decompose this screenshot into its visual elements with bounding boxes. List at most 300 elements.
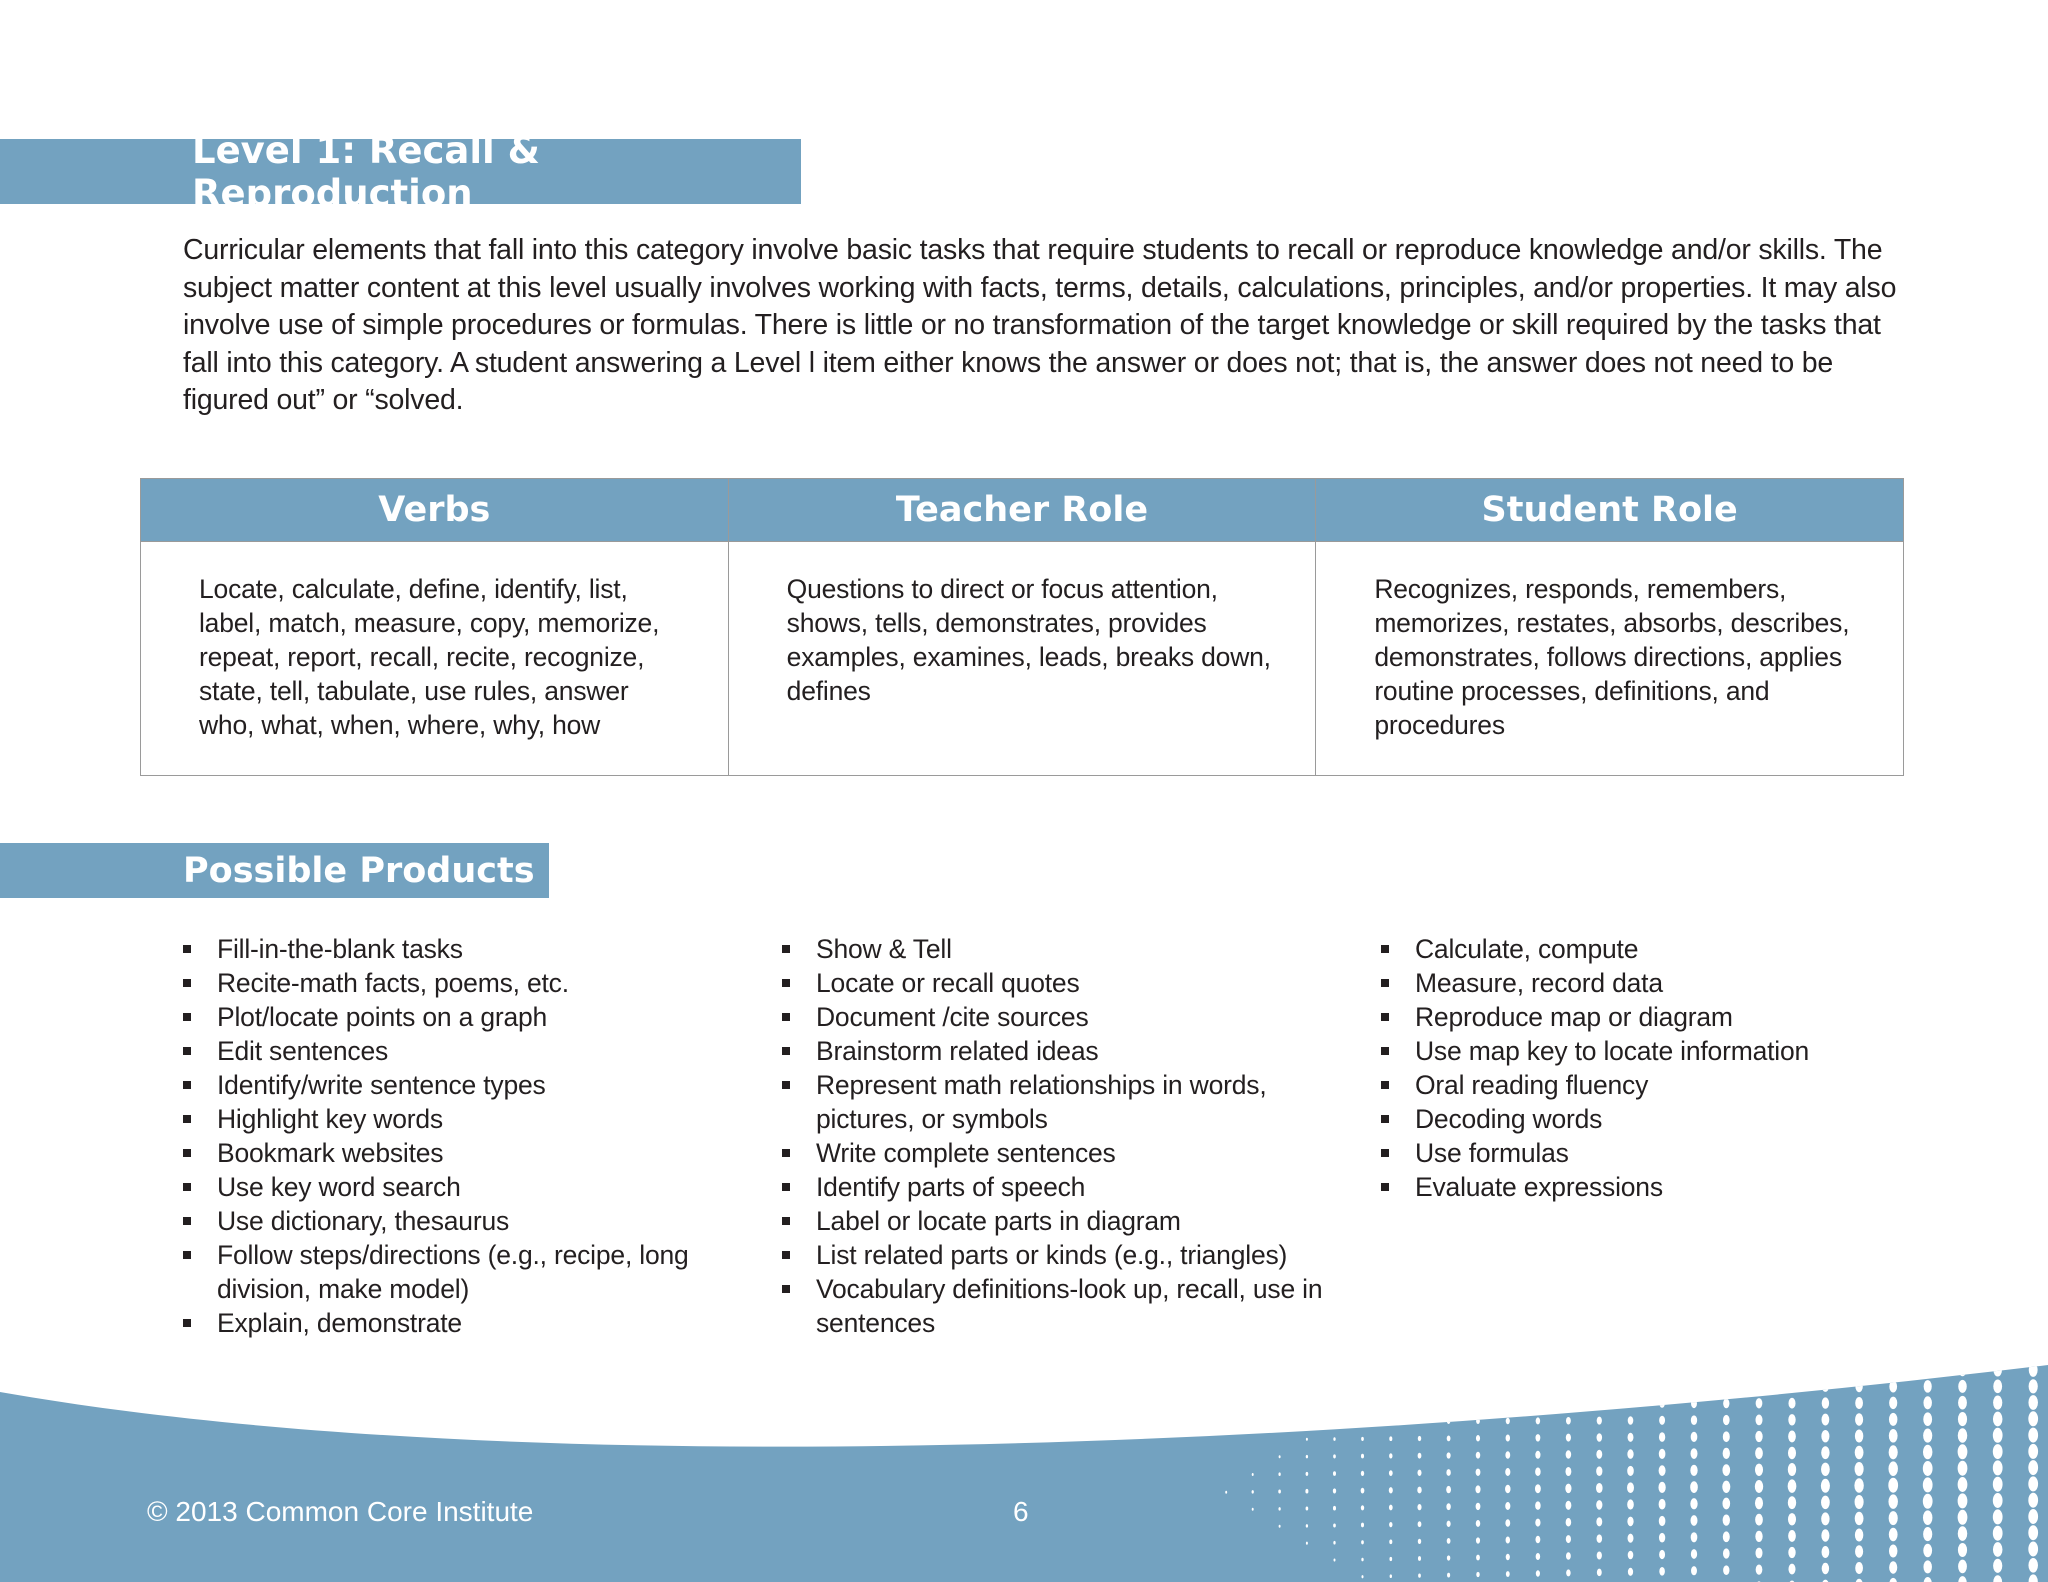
halftone-dot [1755, 1415, 1762, 1426]
halftone-dot [1889, 1364, 1896, 1375]
halftone-dot [1788, 1513, 1796, 1525]
halftone-dot [1923, 1494, 1933, 1509]
list-item: Brainstorm related ideas [782, 1034, 1342, 1068]
halftone-dot [1252, 1473, 1254, 1476]
halftone-dot [1788, 1447, 1796, 1459]
halftone-dot [1856, 1365, 1863, 1376]
halftone-dot [1628, 1416, 1634, 1425]
halftone-dot [1535, 1451, 1540, 1459]
halftone-dot [1389, 1470, 1393, 1476]
halftone-dot [1658, 1482, 1665, 1493]
halftone-dot [1628, 1383, 1633, 1391]
halftone-dot [1389, 1436, 1392, 1441]
list-item: Recite-math facts, poems, etc. [183, 966, 743, 1000]
halftone-dot [1923, 1461, 1933, 1476]
halftone-dot [1788, 1547, 1795, 1558]
halftone-dot [1627, 1482, 1634, 1493]
halftone-dot [1447, 1419, 1450, 1424]
table-row [141, 542, 1904, 776]
products-heading: Possible Products [0, 843, 549, 898]
halftone-dot [1389, 1453, 1392, 1458]
halftone-dot [2028, 1542, 2038, 1557]
halftone-dot [2028, 1428, 2038, 1443]
halftone-dot [1821, 1529, 1829, 1541]
halftone-dot [1536, 1553, 1541, 1560]
header-verbs: Verbs [141, 479, 729, 542]
halftone-dot [1958, 1412, 1967, 1426]
halftone-dot [1958, 1396, 1967, 1410]
halftone-dot [1252, 1490, 1254, 1494]
halftone-dot [1505, 1485, 1511, 1493]
halftone-dot [1660, 1366, 1665, 1374]
list-item: Use map key to locate information [1381, 1034, 1881, 1068]
halftone-dot [2028, 1558, 2038, 1573]
header-teacher-role: Teacher Role [728, 479, 1316, 542]
halftone-dot [1566, 1552, 1571, 1559]
halftone-dot [1855, 1462, 1864, 1476]
halftone-dot [1333, 1506, 1336, 1511]
halftone-dot [1390, 1403, 1392, 1407]
halftone-dot [1855, 1381, 1862, 1392]
halftone-dot [1690, 1498, 1697, 1509]
halftone-dot [1597, 1367, 1601, 1373]
halftone-dot [1723, 1531, 1730, 1542]
halftone-dot [1993, 1542, 2003, 1557]
halftone-dot [1333, 1437, 1335, 1441]
halftone-dot [1888, 1461, 1897, 1476]
list-item: Measure, record data [1381, 966, 1881, 1000]
halftone-dot [1958, 1461, 1968, 1476]
halftone-dot [1506, 1571, 1510, 1577]
halftone-dot [2028, 1395, 2038, 1410]
halftone-dot [1756, 1382, 1762, 1392]
halftone-dot [1306, 1542, 1308, 1545]
halftone-dot [1389, 1419, 1392, 1423]
halftone-dot [1923, 1527, 1932, 1541]
halftone-dot [1417, 1487, 1421, 1494]
halftone-dot [1889, 1429, 1898, 1443]
halftone-dot [1691, 1432, 1698, 1442]
halftone-dot [1690, 1481, 1698, 1493]
halftone-dot [1596, 1500, 1602, 1510]
halftone-dot [1659, 1499, 1666, 1510]
halftone-dot [1889, 1397, 1897, 1409]
halftone-dot [1389, 1487, 1393, 1493]
halftone-dot [1821, 1430, 1829, 1442]
halftone-dot [1279, 1525, 1281, 1528]
halftone-dot [1506, 1435, 1510, 1442]
halftone-dot [1788, 1479, 1797, 1492]
halftone-dot [1822, 1381, 1829, 1392]
halftone-dot [1418, 1573, 1421, 1577]
halftone-dot [1788, 1530, 1796, 1542]
halftone-dot [1659, 1416, 1665, 1425]
halftone-dot [1821, 1496, 1830, 1509]
halftone-dot [1659, 1516, 1666, 1526]
halftone-dot [1627, 1517, 1633, 1527]
list-item: Calculate, compute [1381, 932, 1881, 966]
halftone-dot [1993, 1396, 2002, 1410]
halftone-dot [1333, 1523, 1336, 1527]
halftone-dot [1628, 1551, 1634, 1560]
halftone-dot [1659, 1533, 1665, 1543]
halftone-dot [1506, 1537, 1510, 1544]
halftone-dot [1476, 1572, 1479, 1577]
halftone-dot [1788, 1496, 1796, 1509]
halftone-dot [1958, 1560, 1967, 1574]
halftone-dot [1723, 1565, 1729, 1575]
halftone-dot [1822, 1397, 1829, 1408]
halftone-dot [1755, 1497, 1763, 1509]
halftone-dot [1855, 1413, 1863, 1425]
halftone-dot [1447, 1436, 1451, 1442]
list-item: Identify parts of speech [782, 1170, 1342, 1204]
halftone-dot [1924, 1364, 1932, 1376]
halftone-dot [1788, 1398, 1795, 1409]
halftone-dot [1417, 1470, 1421, 1476]
list-item: Represent math relationships in words, pictures, or symbols [782, 1068, 1342, 1136]
halftone-dot [1306, 1524, 1308, 1528]
halftone-dot [1333, 1454, 1336, 1458]
halftone-dot [1361, 1558, 1363, 1562]
halftone-dot [1923, 1477, 1933, 1492]
halftone-dot [1755, 1464, 1763, 1476]
halftone-dot [1535, 1484, 1541, 1493]
halftone-dot [1536, 1367, 1540, 1372]
halftone-dot [1505, 1502, 1510, 1510]
halftone-dot [1597, 1400, 1602, 1408]
halftone-dot [1755, 1447, 1763, 1459]
list-item: Show & Tell [782, 932, 1342, 966]
halftone-dot [1889, 1413, 1897, 1426]
halftone-dot [1418, 1539, 1421, 1544]
halftone-dot [1924, 1380, 1932, 1393]
halftone-dot [1627, 1466, 1634, 1476]
halftone-dot [1755, 1480, 1763, 1493]
halftone-dot [1723, 1514, 1730, 1525]
intro-paragraph: Curricular elements that fall into this category involve basic tasks that require students to recall or reproduce knowledge and/or skills. The subject matter content at this level usually involves working with facts, terms, details, calculations, principles, and/or properties. It may also involve use of simple procedures or formulas. There is little or no transformation of the target knowledge or skill required by the tasks that fall into this category. A student answering a Level l item either knows the answer or does not; that is, the answer does not need to be figured out” or “solved. [183, 234, 1897, 416]
halftone-dot [1788, 1564, 1795, 1575]
halftone-dot [1566, 1518, 1572, 1527]
halftone-dot [1278, 1507, 1280, 1511]
halftone-dot [1596, 1466, 1602, 1476]
halftone-dot [1993, 1559, 2002, 1573]
halftone-dot [1334, 1558, 1336, 1561]
halftone-dot [1723, 1431, 1730, 1442]
halftone-dot [1855, 1562, 1863, 1574]
halftone-dot [1476, 1555, 1480, 1561]
halftone-dot [1566, 1417, 1571, 1424]
halftone-dot [1958, 1510, 1968, 1525]
roles-table [140, 478, 1904, 776]
halftone-dot [1361, 1488, 1365, 1494]
list-item: Edit sentences [183, 1034, 743, 1068]
halftone-dot [1993, 1412, 2003, 1427]
halftone-dot [1958, 1444, 1968, 1459]
halftone-dot [1447, 1538, 1451, 1544]
cell-teacher-role: Questions to direct or focus attention, shows, tells, demonstrates, provides examples, examines, leads, breaks down, defines [728, 542, 1316, 776]
halftone-dot [1628, 1534, 1634, 1543]
halftone-dot [1597, 1433, 1603, 1442]
halftone-dot [1475, 1485, 1480, 1493]
halftone-dot [2028, 1476, 2038, 1491]
halftone-dot [1361, 1523, 1364, 1528]
halftone-dot [1889, 1511, 1898, 1525]
halftone-dot [1334, 1420, 1336, 1423]
halftone-dot [1565, 1484, 1571, 1494]
halftone-dot [1958, 1477, 1968, 1492]
halftone-dot [1923, 1429, 1932, 1443]
cell-verbs: Locate, calculate, define, identify, list, label, match, measure, copy, memorize, repeat, report, recall, recite, recognize, state, tell, tabulate, use rules, answer who, what, when, where, why, how [141, 542, 729, 776]
halftone-dot [1333, 1471, 1336, 1476]
halftone-dot [1821, 1512, 1829, 1525]
halftone-dot [1305, 1489, 1308, 1494]
halftone-dot [2028, 1509, 2038, 1524]
halftone-dot [1505, 1468, 1510, 1476]
halftone-dot [1536, 1417, 1541, 1424]
list-item: Use formulas [1381, 1136, 1881, 1170]
halftone-dot [1477, 1368, 1480, 1372]
halftone-dot [1756, 1365, 1762, 1374]
halftone-dot [1565, 1501, 1571, 1510]
halftone-dot [1627, 1499, 1634, 1509]
halftone-dot [1333, 1541, 1335, 1545]
halftone-dot [1418, 1556, 1421, 1561]
halftone-dot [1855, 1512, 1864, 1526]
halftone-dot [1821, 1463, 1830, 1476]
halftone-dot [1628, 1400, 1633, 1408]
halftone-dot [1597, 1551, 1602, 1559]
halftone-dot [1855, 1397, 1863, 1409]
halftone-dot [1659, 1383, 1664, 1391]
list-item: Fill-in-the-blank tasks [183, 932, 743, 966]
halftone-dot [1476, 1452, 1480, 1459]
halftone-dot [1993, 1363, 2002, 1376]
halftone-dot [1993, 1444, 2003, 1459]
halftone-dot [1723, 1448, 1730, 1459]
halftone-dot [1306, 1506, 1309, 1510]
list-item: Identify/write sentence types [183, 1068, 743, 1102]
halftone-dot [1993, 1509, 2003, 1524]
products-list-col3 [1381, 932, 1881, 1204]
halftone-dot [1535, 1434, 1540, 1441]
halftone-dot [1755, 1514, 1763, 1526]
halftone-dot [1788, 1430, 1796, 1442]
halftone-dot [1566, 1569, 1571, 1576]
halftone-dot [1535, 1536, 1540, 1543]
halftone-dot [1389, 1522, 1392, 1527]
halftone-dot [1723, 1399, 1729, 1409]
halftone-dot [1923, 1445, 1932, 1460]
halftone-dot [1993, 1428, 2003, 1443]
halftone-dot [1566, 1367, 1570, 1373]
halftone-dot [1536, 1570, 1540, 1576]
halftone-dot [1447, 1555, 1450, 1560]
halftone-dot [1723, 1548, 1730, 1558]
list-item: Label or locate parts in diagram [782, 1204, 1342, 1238]
halftone-dot [1389, 1505, 1393, 1511]
halftone-dot [1691, 1399, 1697, 1408]
halftone-dot [1923, 1510, 1932, 1525]
halftone-dot [1691, 1415, 1697, 1425]
footer-wave-graphic [0, 1330, 2048, 1582]
halftone-dot [1788, 1414, 1795, 1425]
halftone-dot [1958, 1493, 1968, 1508]
halftone-dot [1566, 1535, 1571, 1543]
halftone-dot [1278, 1472, 1280, 1476]
halftone-dot [1476, 1385, 1479, 1390]
halftone-dot [1628, 1366, 1633, 1373]
halftone-dot [1822, 1365, 1829, 1375]
halftone-dot [1659, 1550, 1665, 1559]
halftone-dot [1447, 1521, 1451, 1527]
halftone-dot [1755, 1431, 1762, 1442]
halftone-dot [1446, 1486, 1451, 1493]
halftone-dot [1476, 1537, 1480, 1543]
halftone-dot [1597, 1569, 1602, 1577]
halftone-dot [1361, 1505, 1364, 1510]
halftone-dot [1888, 1478, 1898, 1493]
halftone-dot [1889, 1528, 1898, 1542]
halftone-dot [1958, 1364, 1966, 1377]
halftone-dot [1418, 1402, 1421, 1406]
halftone-dot [1417, 1504, 1421, 1510]
halftone-dot [1306, 1455, 1308, 1459]
halftone-dot [1566, 1384, 1570, 1390]
halftone-dot [1690, 1465, 1697, 1476]
halftone-dot [1659, 1465, 1666, 1476]
halftone-dot [1628, 1433, 1634, 1442]
halftone-dot [1596, 1483, 1603, 1493]
halftone-dot [1361, 1575, 1363, 1578]
halftone-dot [2028, 1460, 2038, 1475]
halftone-dot [1361, 1454, 1364, 1459]
products-list-col1 [183, 932, 743, 1340]
halftone-dot [1390, 1369, 1392, 1372]
list-item: Highlight key words [183, 1102, 743, 1136]
halftone-dot [1476, 1520, 1480, 1527]
halftone-dot [1889, 1445, 1898, 1459]
halftone-dot [1597, 1383, 1602, 1390]
list-item: Plot/locate points on a graph [183, 1000, 743, 1034]
halftone-dot [1535, 1501, 1541, 1510]
halftone-dot [1854, 1478, 1863, 1493]
halftone-dot [1333, 1488, 1336, 1493]
list-item: Write complete sentences [782, 1136, 1342, 1170]
halftone-dot [1361, 1540, 1364, 1544]
halftone-dot [1958, 1428, 1968, 1443]
halftone-dot [1691, 1549, 1697, 1559]
halftone-dot [1361, 1420, 1363, 1424]
list-item: Document /cite sources [782, 1000, 1342, 1034]
halftone-dot [1691, 1448, 1698, 1459]
halftone-dot [1566, 1400, 1571, 1407]
halftone-dot [2028, 1525, 2038, 1540]
halftone-dot [1855, 1430, 1863, 1443]
halftone-dot [2029, 1363, 2038, 1377]
halftone-dot [1855, 1446, 1864, 1460]
halftone-dot [1505, 1451, 1510, 1458]
halftone-dot [1390, 1574, 1392, 1578]
halftone-dot [1822, 1546, 1830, 1558]
halftone-dot [1993, 1526, 2003, 1541]
halftone-dot [1446, 1503, 1450, 1510]
halftone-dot [1306, 1438, 1308, 1441]
list-item: Vocabulary definitions-look up, recall, use in sentences [782, 1272, 1342, 1340]
list-item: Bookmark websites [183, 1136, 743, 1170]
halftone-dot [1476, 1401, 1479, 1406]
list-item: Reproduce map or diagram [1381, 1000, 1881, 1034]
halftone-dot [1565, 1467, 1571, 1476]
halftone-dot [1958, 1380, 1967, 1393]
halftone-dot [1691, 1566, 1697, 1575]
level-heading: Level 1: Recall & Reproduction [0, 139, 801, 204]
halftone-dot [1418, 1453, 1422, 1459]
halftone-dot [1506, 1418, 1510, 1424]
halftone-dot [1722, 1464, 1730, 1476]
halftone-dot [1756, 1398, 1763, 1408]
halftone-dot [1659, 1432, 1665, 1442]
halftone-dot [1723, 1415, 1730, 1425]
halftone-dot [1596, 1517, 1602, 1526]
halftone-dot [1889, 1545, 1897, 1558]
halftone-dot [1476, 1418, 1480, 1424]
halftone-dot [1505, 1519, 1510, 1526]
halftone-dot [1722, 1498, 1730, 1510]
header-student-role: Student Role [1316, 479, 1904, 542]
halftone-dot [1958, 1543, 1967, 1557]
halftone-dot [1755, 1548, 1762, 1559]
halftone-dot [1691, 1366, 1696, 1374]
halftone-dot [1822, 1414, 1830, 1426]
list-item: Follow steps/directions (e.g., recipe, long division, make model) [183, 1238, 743, 1306]
halftone-dot [1789, 1381, 1796, 1391]
halftone-dot [1923, 1560, 1931, 1573]
halftone-dot [1722, 1481, 1730, 1493]
halftone-dot [1361, 1471, 1364, 1476]
halftone-dot [1597, 1534, 1603, 1543]
halftone-dot [1923, 1396, 1931, 1409]
halftone-dot [1447, 1402, 1450, 1407]
halftone-dot [2028, 1411, 2038, 1426]
list-item: Use dictionary, thesaurus [183, 1204, 743, 1238]
halftone-dot [1389, 1557, 1392, 1561]
halftone-dot [1506, 1368, 1509, 1373]
halftone-dot [1535, 1467, 1541, 1476]
halftone-dot [1788, 1463, 1796, 1476]
halftone-dot [1506, 1554, 1510, 1560]
halftone-dot [1659, 1399, 1665, 1408]
halftone-dot [1889, 1561, 1897, 1573]
products-list-col2 [782, 932, 1342, 1340]
halftone-dot [1506, 1401, 1510, 1407]
halftone-dot [1756, 1564, 1763, 1574]
halftone-dot [1447, 1452, 1451, 1458]
halftone-dot [1723, 1382, 1729, 1391]
table-header-row [141, 479, 1904, 542]
halftone-dot [1476, 1469, 1481, 1476]
halftone-dot [1390, 1386, 1392, 1389]
halftone-dot [1306, 1472, 1309, 1476]
halftone-dot [1225, 1491, 1227, 1494]
halftone-dot [1361, 1437, 1364, 1441]
halftone-dot [1723, 1366, 1729, 1375]
list-item: Explain, demonstrate [183, 1306, 743, 1340]
footer-page-number: 6 [1013, 1496, 1029, 1527]
halftone-dot [1993, 1460, 2003, 1475]
halftone-dot [1506, 1384, 1509, 1389]
halftone-dot [1691, 1532, 1698, 1542]
